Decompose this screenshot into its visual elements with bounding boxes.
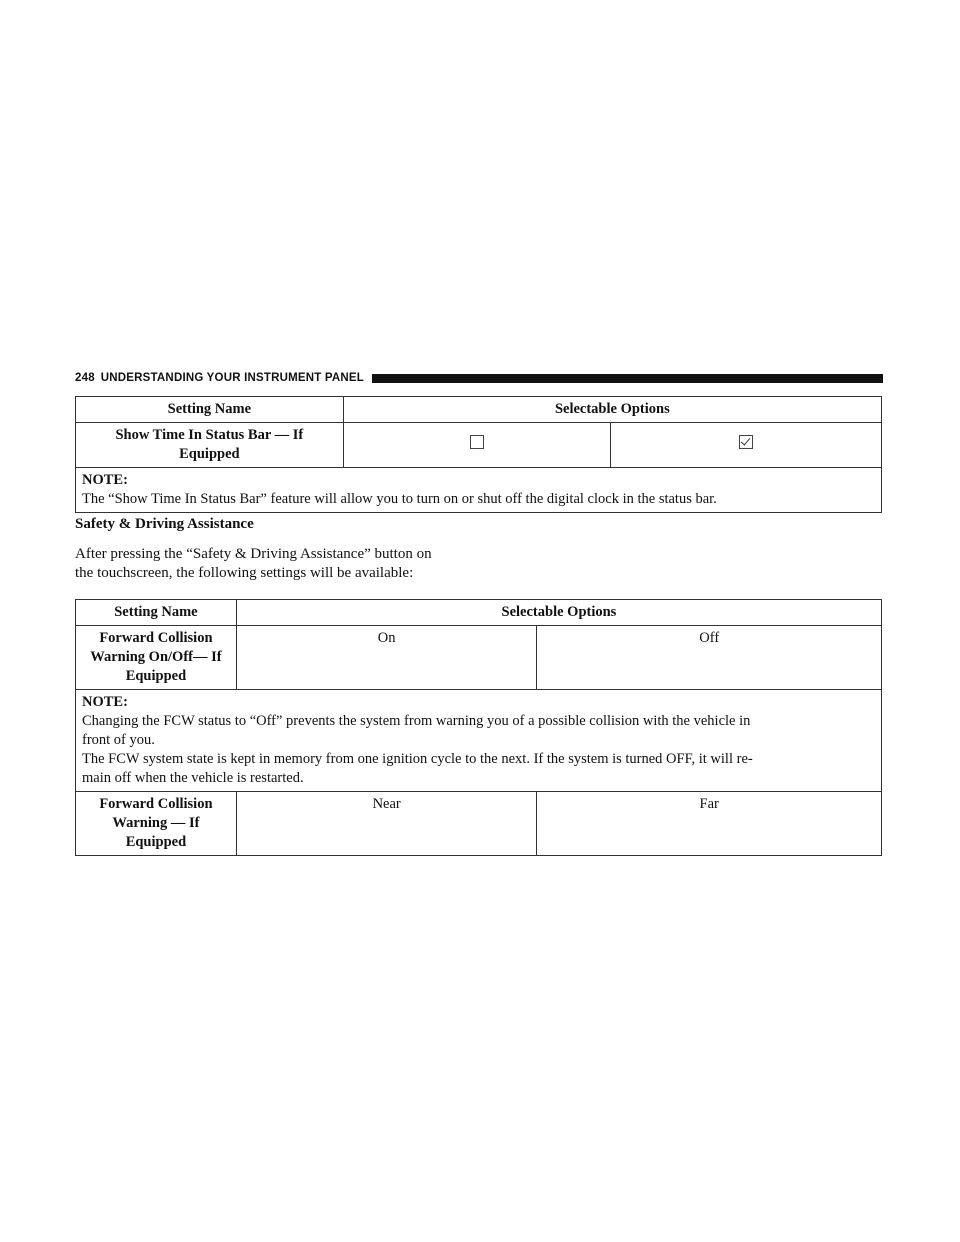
setting-name-header: Setting Name (76, 397, 344, 423)
note-text: The “Show Time In Status Bar” feature will allow you to turn on or shut off the digital clock in the status bar. (82, 491, 717, 507)
setting-name-fcw-on-off (76, 626, 237, 690)
note-text: The FCW system state is kept in memory from one ignition cycle to the next. If the system is turned OFF, it will re- (82, 751, 753, 767)
option-near: Near (236, 792, 537, 856)
option-off-cell (343, 423, 611, 468)
setting-name-line: Forward Collision (99, 796, 213, 812)
safety-settings-table (75, 599, 882, 856)
setting-name-fcw-distance (76, 792, 237, 856)
note-text: front of you. (82, 732, 155, 748)
option-off: Off (537, 626, 882, 690)
setting-name-line: Forward Collision (99, 630, 213, 646)
selectable-options-header: Selectable Options (343, 397, 881, 423)
checkbox-checked-icon (739, 435, 753, 449)
note-cell (76, 690, 882, 792)
status-bar-settings-table (75, 396, 882, 513)
setting-name-line: Show Time In Status Bar — If (115, 427, 304, 443)
option-far: Far (537, 792, 882, 856)
page-number: 248 (75, 372, 95, 384)
table-row (76, 423, 882, 468)
setting-name-line: Equipped (179, 446, 240, 462)
table-header-row (76, 397, 882, 423)
note-text: Changing the FCW status to “Off” prevents the system from warning you of a possible collision with the vehicle in (82, 713, 751, 729)
intro-line: After pressing the “Safety & Driving Assistance” button on (75, 546, 432, 562)
note-row (76, 468, 882, 513)
table-header-row (76, 600, 882, 626)
note-label: NOTE: (82, 694, 128, 710)
setting-name-line: Warning — If (112, 815, 200, 831)
setting-name-show-time (76, 423, 344, 468)
page-header (75, 370, 883, 386)
note-label: NOTE: (82, 472, 128, 488)
setting-name-line: Equipped (125, 668, 187, 684)
setting-name-header: Setting Name (76, 600, 237, 626)
note-text: main off when the vehicle is restarted. (82, 770, 304, 786)
table-row (76, 626, 882, 690)
option-on: On (236, 626, 537, 690)
section-title: UNDERSTANDING YOUR INSTRUMENT PANEL (100, 372, 364, 384)
setting-name-line: Warning On/Off— If (90, 649, 222, 665)
header-rule (372, 374, 883, 383)
note-row (76, 690, 882, 792)
note-cell (76, 468, 882, 513)
section-intro (75, 545, 635, 583)
checkbox-empty-icon (470, 435, 484, 449)
option-on-cell (611, 423, 882, 468)
setting-name-line: Equipped (125, 834, 187, 850)
section-heading: Safety & Driving Assistance (75, 516, 254, 532)
selectable-options-header: Selectable Options (236, 600, 881, 626)
intro-line: the touchscreen, the following settings will be available: (75, 565, 414, 581)
table-row (76, 792, 882, 856)
